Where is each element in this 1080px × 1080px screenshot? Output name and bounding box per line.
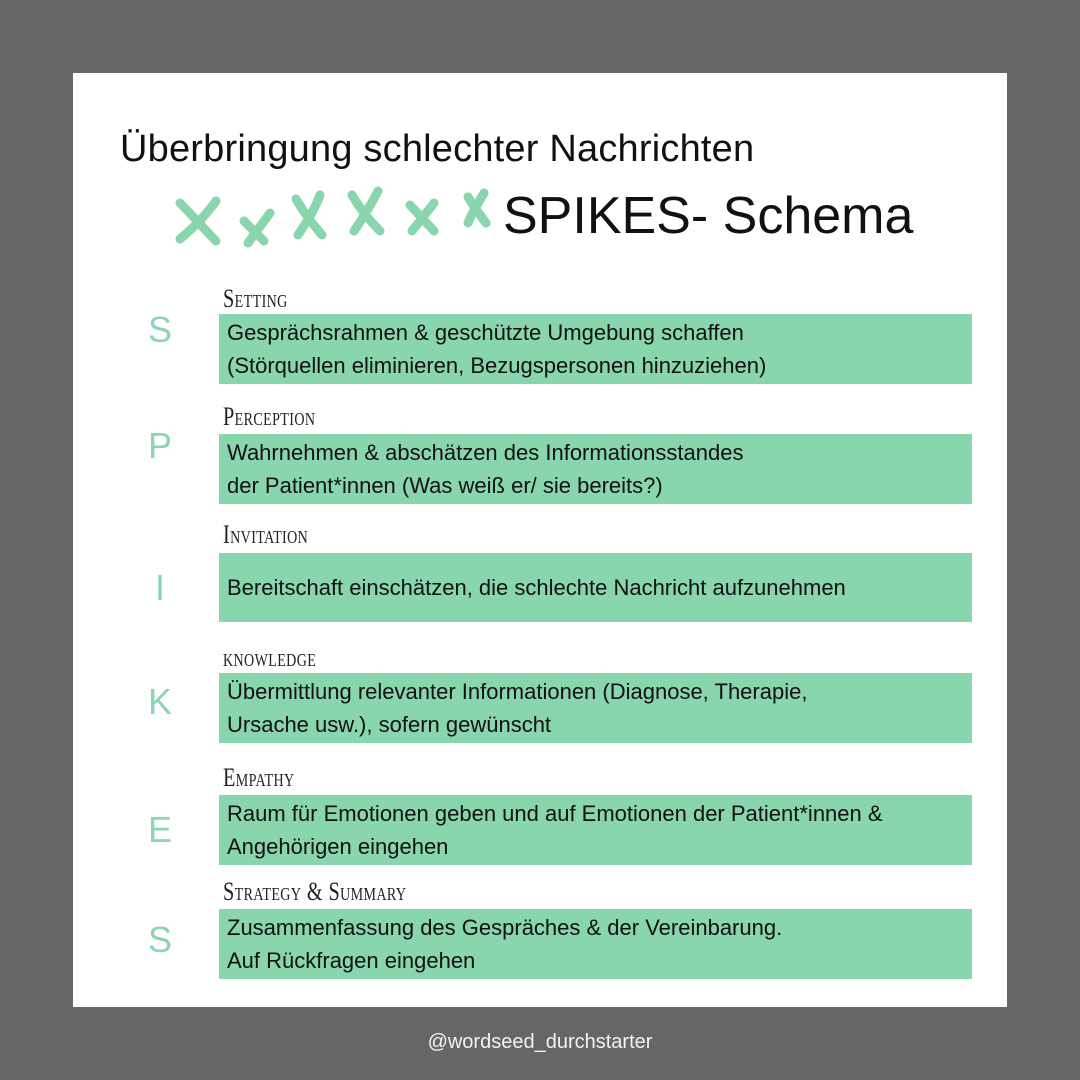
page-title: Überbringung schlechter Nachrichten bbox=[120, 128, 755, 170]
step-label: Setting bbox=[223, 284, 288, 313]
step-label: Strategy & Summary bbox=[223, 877, 407, 906]
step-description-line: Gesprächsrahmen & geschützte Umgebung schaffen bbox=[227, 320, 744, 345]
cross-mark-icon bbox=[296, 195, 322, 235]
step-letter: P bbox=[147, 425, 172, 466]
step-description-line: (Störquellen eliminieren, Bezugspersonen hinzuziehen) bbox=[227, 353, 767, 378]
cross-mark-icon bbox=[352, 191, 380, 231]
step-description-box bbox=[219, 795, 972, 865]
page-subtitle: SPIKES- Schema bbox=[503, 187, 914, 245]
step-letter: K bbox=[147, 681, 172, 722]
step-description-box bbox=[219, 673, 972, 743]
step-description-line: Raum für Emotionen geben und auf Emotionen der Patient*innen & bbox=[227, 801, 883, 826]
step-description-box bbox=[219, 314, 972, 384]
step-description-box bbox=[219, 434, 972, 504]
step-description-line: Ursache usw.), sofern gewünscht bbox=[227, 712, 552, 737]
step-description-line: Auf Rückfragen eingehen bbox=[227, 948, 476, 973]
cross-mark-icon bbox=[468, 193, 486, 223]
step-description-line: Übermittlung relevanter Informationen (Diagnose, Therapie, bbox=[227, 679, 808, 704]
step-description-line: Wahrnehmen & abschätzen des Informationsstandes bbox=[227, 440, 744, 465]
step-letter: I bbox=[154, 567, 165, 608]
step-label: Empathy bbox=[223, 763, 295, 792]
cross-mark-icon bbox=[180, 201, 216, 241]
step-letter: S bbox=[147, 309, 172, 350]
step-description-line: der Patient*innen (Was weiß er/ sie bereits?) bbox=[227, 473, 663, 498]
step-label: Perception bbox=[223, 402, 316, 431]
decorative-cross-marks bbox=[172, 183, 494, 253]
cross-mark-icon bbox=[410, 203, 434, 231]
social-handle: @wordseed_durchstarter bbox=[427, 1031, 653, 1053]
step-description-line: Angehörigen eingehen bbox=[227, 834, 449, 859]
step-label: Invitation bbox=[223, 520, 309, 549]
cross-mark-icon bbox=[244, 213, 270, 243]
step-letter: E bbox=[147, 809, 172, 850]
step-letter: S bbox=[147, 919, 172, 960]
step-description-line: Zusammenfassung des Gespräches & der Vereinbarung. bbox=[227, 915, 783, 940]
step-description-box bbox=[219, 553, 972, 622]
step-description-line: Bereitschaft einschätzen, die schlechte Nachricht aufzunehmen bbox=[227, 575, 846, 600]
step-description-box bbox=[219, 909, 972, 979]
step-label: knowledge bbox=[223, 643, 317, 672]
